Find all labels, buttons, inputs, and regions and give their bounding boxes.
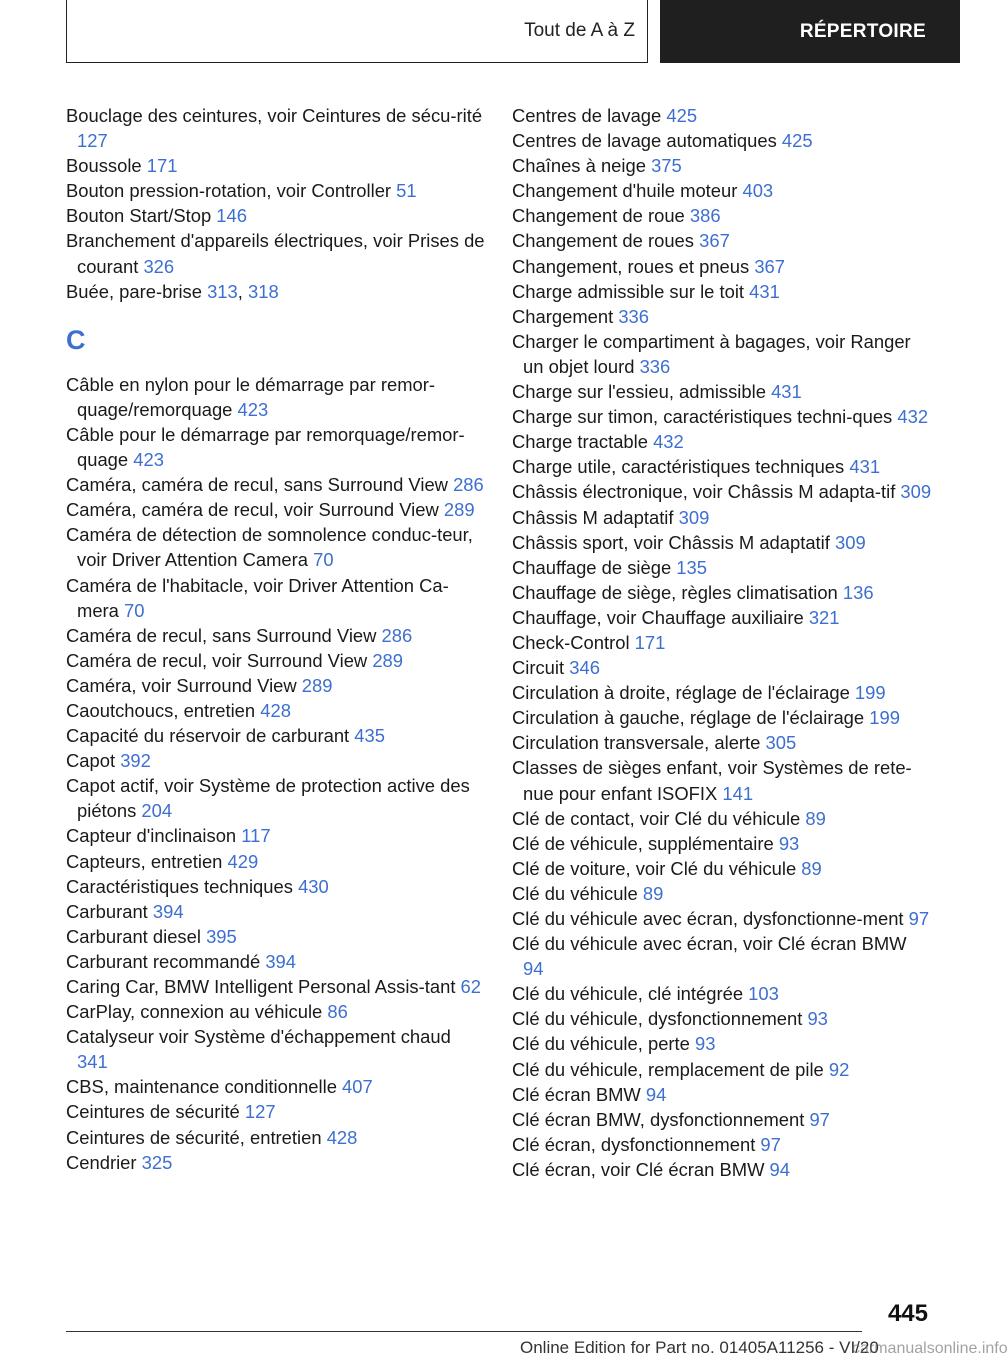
index-entry: [66, 949, 486, 974]
entry-text: Circulation à gauche, réglage de l'éclairage: [512, 707, 870, 729]
entry-text: Caméra de recul, sans Surround View: [66, 624, 382, 646]
watermark: carmanualsonline.info: [852, 1340, 1008, 1357]
index-entry: [66, 849, 486, 874]
page-reference-link[interactable]: 97: [760, 1133, 781, 1155]
index-entry: [512, 1132, 932, 1157]
entry-text: Clé écran BMW: [512, 1083, 646, 1105]
right-column: [512, 103, 932, 1182]
right-entries: [512, 103, 932, 1182]
index-entry: [66, 773, 486, 823]
index-entry: [512, 555, 932, 580]
entry-text: Caméra de l'habitacle, voir Driver Attention Ca‐mera: [66, 574, 449, 621]
page-reference-link[interactable]: 309: [834, 531, 866, 553]
page-reference-link[interactable]: 97: [809, 1108, 830, 1130]
entry-text: Clé écran, dysfonctionnement: [512, 1133, 761, 1155]
index-entry: [66, 203, 486, 228]
page-reference-link[interactable]: 93: [695, 1033, 716, 1055]
entry-text: Câble pour le démarrage par remorquage/remor‐quage: [66, 423, 465, 471]
page-reference-link[interactable]: 89: [801, 857, 822, 879]
index-entry: [512, 178, 932, 203]
page-reference-link[interactable]: 435: [354, 725, 385, 747]
entry-text: Chauffage de siège, règles climatisation: [512, 581, 843, 603]
page-reference-link[interactable]: 117: [241, 825, 271, 847]
entry-text: Caméra de recul, voir Surround View: [66, 649, 373, 671]
index-entry: [512, 279, 932, 304]
index-entry: [512, 454, 932, 479]
index-entry: [66, 372, 486, 422]
entry-text: Caoutchoucs, entretien: [66, 699, 261, 721]
page-reference-link[interactable]: 336: [618, 305, 649, 327]
entry-text: Carburant recommandé: [66, 950, 266, 972]
entry-text: Châssis électronique, voir Châssis M adapta‐tif: [512, 481, 901, 503]
entry-text: Caméra, caméra de recul, voir Surround View: [66, 499, 444, 521]
index-entry: [512, 630, 932, 655]
entry-text: Capacité du réservoir de carburant: [66, 725, 355, 747]
entry-text: Capteurs, entretien: [66, 850, 228, 872]
page-reference-link[interactable]: 171: [634, 631, 666, 653]
footer-divider: [66, 1331, 862, 1332]
index-entry: [66, 974, 486, 999]
index-entry: [66, 673, 486, 698]
page-reference-link[interactable]: 326: [143, 255, 175, 277]
entry-text: Clé du véhicule avec écran, voir Clé écran BMW: [512, 933, 907, 955]
entry-text: Changement de roues: [512, 230, 700, 252]
page-reference-link[interactable]: 423: [237, 398, 269, 420]
page-reference-link[interactable]: 321: [808, 606, 840, 628]
entry-text: Charge admissible sur le toit: [512, 280, 750, 302]
index-entry: [66, 497, 486, 522]
entry-text: Circulation à droite, réglage de l'éclairage: [512, 682, 855, 704]
page-number: 445: [887, 1300, 928, 1327]
entry-text: Chauffage de siège: [512, 556, 677, 578]
index-entry: [512, 429, 932, 454]
page-header: [0, 0, 960, 66]
page-reference-link[interactable]: 394: [265, 950, 297, 972]
page-reference-link[interactable]: 392: [120, 750, 151, 772]
index-entry: [66, 522, 486, 572]
index-entry: [512, 1006, 932, 1031]
index-entry: [66, 472, 486, 497]
index-entry: [512, 655, 932, 680]
index-entry: [512, 228, 932, 253]
index-entry: [66, 1150, 486, 1175]
index-entry: [512, 981, 932, 1006]
index-entry: [512, 379, 932, 404]
page-reference-link[interactable]: 97: [908, 908, 930, 929]
index-entry: [66, 823, 486, 848]
page-reference-link[interactable]: 325: [141, 1151, 173, 1173]
entry-text: Cendrier: [66, 1151, 142, 1173]
index-entry: [512, 254, 932, 279]
page-reference-link[interactable]: 103: [748, 983, 779, 1005]
index-entry: [66, 723, 486, 748]
index-entry: [512, 1107, 932, 1132]
index-entry: [66, 1125, 486, 1150]
index-entry: [512, 103, 932, 128]
page-reference-link[interactable]: 430: [298, 875, 329, 897]
entry-text: Boussole: [66, 155, 147, 177]
index-tab[interactable]: [660, 0, 960, 63]
index-entry: [66, 573, 486, 623]
entry-text: Chargement: [512, 305, 619, 327]
index-entry: [512, 806, 932, 831]
page-reference-link[interactable]: 395: [206, 925, 237, 947]
page-reference-link[interactable]: 425: [666, 105, 698, 126]
page-reference-link[interactable]: 318: [248, 280, 279, 302]
index-entry: [66, 899, 486, 924]
page-reference-link[interactable]: 94: [769, 1158, 791, 1180]
page-reference-link[interactable]: 309: [678, 506, 710, 528]
left-entries-before: [66, 103, 486, 304]
left-column: [66, 103, 486, 1175]
page-reference-link[interactable]: 94: [645, 1083, 667, 1105]
page-reference-link[interactable]: 199: [869, 707, 900, 729]
page-reference-link[interactable]: 425: [781, 130, 813, 152]
page-reference-link[interactable]: 407: [342, 1076, 373, 1098]
entry-text: Caméra, caméra de recul, sans Surround View: [66, 474, 454, 496]
page-reference-link[interactable]: 367: [754, 255, 785, 277]
index-entry: [512, 906, 932, 931]
page-reference-link[interactable]: 51: [396, 180, 417, 202]
index-entry: [512, 705, 932, 730]
index-entry: [66, 103, 486, 153]
page-reference-link[interactable]: 89: [642, 882, 664, 904]
index-entry: [66, 228, 486, 278]
index-entry: [512, 730, 932, 755]
entry-text: Capot actif, voir Système de protection active des piétons: [66, 775, 470, 822]
page-reference-link[interactable]: 86: [327, 1001, 348, 1023]
index-entry: [512, 530, 932, 555]
index-entry: [66, 1024, 486, 1074]
section-tab: [66, 0, 648, 63]
entry-text: Clé du véhicule, dysfonctionnement: [512, 1008, 808, 1030]
page-reference-link[interactable]: 403: [742, 180, 774, 202]
page-reference-link[interactable]: 346: [569, 657, 600, 679]
entry-text: Bouton pression-rotation, voir Controller: [66, 180, 397, 202]
page-reference-link[interactable]: 70: [313, 549, 334, 571]
page-reference-link[interactable]: 70: [124, 599, 145, 621]
entry-text: CBS, maintenance conditionnelle: [66, 1076, 343, 1098]
entry-text: Charge sur l'essieu, admissible: [512, 381, 772, 403]
entry-text: Clé du véhicule: [512, 882, 643, 904]
entry-text: Clé écran, voir Clé écran BMW: [512, 1158, 770, 1180]
entry-text: Clé de contact, voir Clé du véhicule: [512, 807, 806, 829]
entry-text: Câble en nylon pour le démarrage par remor‐quage/remorquage: [66, 373, 436, 420]
page-reference-link[interactable]: 341: [77, 1051, 108, 1073]
page-reference-link[interactable]: 394: [152, 900, 184, 922]
page-reference-link[interactable]: 62: [460, 976, 482, 997]
entry-text: Check-Control: [512, 631, 635, 653]
entry-text: Circuit: [512, 657, 570, 679]
page-reference-link[interactable]: 431: [771, 381, 802, 403]
page-reference-link[interactable]: 171: [146, 155, 178, 177]
index-entry: [512, 329, 932, 379]
left-entries-after: [66, 372, 486, 1175]
page-reference-link[interactable]: 289: [443, 499, 475, 521]
page-reference-link[interactable]: 93: [778, 832, 800, 854]
entry-text: Charge sur timon, caractéristiques techni‐ques: [512, 406, 898, 428]
entry-text: Carburant: [66, 900, 153, 922]
page-reference-link[interactable]: 135: [676, 556, 707, 578]
entry-text: Caméra de détection de somnolence conduc‐teur, voir Driver Attention Camera: [66, 524, 473, 571]
index-entry: [512, 505, 932, 530]
page-reference-link[interactable]: 309: [900, 481, 932, 503]
entry-text: Carburant diesel: [66, 925, 207, 947]
entry-text: Clé du véhicule, remplacement de pile: [512, 1058, 829, 1080]
index-entry: [512, 479, 932, 504]
page-reference-link[interactable]: 375: [651, 155, 682, 177]
page-reference-link[interactable]: 386: [689, 205, 721, 227]
index-entry: [66, 698, 486, 723]
page-reference-link[interactable]: 136: [842, 581, 874, 603]
page-reference-link[interactable]: 146: [216, 205, 247, 227]
index-entry: [512, 404, 932, 429]
index-entry: [512, 605, 932, 630]
index-entry: [512, 831, 932, 856]
entry-text: Changement d'huile moteur: [512, 180, 743, 202]
entry-text: Clé du véhicule avec écran, dysfonctionne‐ment: [512, 908, 909, 929]
page-reference-link[interactable]: 305: [765, 732, 797, 754]
page-reference-link[interactable]: 286: [381, 624, 413, 646]
page-reference-link[interactable]: 432: [897, 406, 929, 428]
index-entry: [66, 1099, 486, 1124]
index-entry: [512, 580, 932, 605]
index-entry: [512, 1082, 932, 1107]
section-letter: C: [66, 324, 86, 355]
entry-text: Bouclage des ceintures, voir Ceintures de sécu‐rité: [66, 105, 483, 126]
page-reference-link[interactable]: 93: [807, 1008, 828, 1030]
page-reference-link[interactable]: 431: [749, 280, 780, 302]
entry-text: Châssis sport, voir Châssis M adaptatif: [512, 531, 835, 553]
page-reference-link[interactable]: 204: [141, 800, 173, 822]
entry-text: Branchement d'appareils électriques, voir Prises de courant: [66, 230, 485, 277]
index-entry: [512, 304, 932, 329]
entry-text: Clé du véhicule, perte: [512, 1033, 695, 1055]
index-entry: [66, 874, 486, 899]
index-entry: [512, 755, 932, 805]
page-reference-link[interactable]: 199: [854, 682, 886, 704]
entry-text: Charge tractable: [512, 431, 654, 453]
page-reference-link[interactable]: 429: [227, 850, 259, 872]
page-reference-link[interactable]: 89: [805, 807, 826, 829]
entry-text: Caring Car, BMW Intelligent Personal Assis‐tant: [66, 976, 461, 997]
entry-text: Buée, pare-brise: [66, 280, 208, 302]
entry-text: Circulation transversale, alerte: [512, 732, 766, 754]
page-reference-link[interactable]: 92: [828, 1058, 850, 1080]
index-entry: [66, 153, 486, 178]
index-entry: [66, 422, 486, 472]
edition-text: Online Edition for Part no. 01405A11256 - VI/20: [520, 1338, 879, 1357]
entry-text: Capot: [66, 750, 121, 772]
entry-text: Caméra, voir Surround View: [66, 674, 302, 696]
index-entry: [66, 999, 486, 1024]
entry-text: Ceintures de sécurité: [66, 1101, 245, 1123]
entry-text: Ceintures de sécurité, entretien: [66, 1126, 327, 1148]
index-entry: [512, 128, 932, 153]
entry-text: Chaînes à neige: [512, 155, 652, 177]
entry-text: Changement de roue: [512, 205, 690, 227]
index-entry: [66, 1074, 486, 1099]
entry-text: Classes de sièges enfant, voir Systèmes de rete‐nue pour enfant ISOFIX: [512, 757, 912, 804]
index-tab-label: RÉPERTOIRE: [799, 20, 926, 42]
page-reference-link[interactable]: 428: [260, 699, 291, 721]
index-entry: [512, 931, 932, 981]
page-reference-link[interactable]: 286: [453, 474, 484, 496]
page-reference-link[interactable]: 423: [133, 449, 164, 471]
entry-text: Clé de véhicule, supplémentaire: [512, 832, 779, 854]
page-reference-link[interactable]: 289: [372, 649, 403, 671]
page-reference-link[interactable]: 428: [326, 1126, 358, 1148]
entry-text: Châssis M adaptatif: [512, 506, 679, 528]
index-entry: [512, 1157, 932, 1182]
entry-text: Clé écran BMW, dysfonctionnement: [512, 1108, 810, 1130]
page-reference-link[interactable]: 313: [207, 280, 238, 302]
entry-text: Centres de lavage: [512, 105, 667, 126]
page-reference-link[interactable]: 127: [244, 1101, 276, 1123]
entry-text: Catalyseur voir Système d'échappement chaud: [66, 1026, 451, 1048]
index-entry: [512, 881, 932, 906]
section-label: Tout de A à Z: [524, 20, 635, 41]
index-entry: Buée, pare-brise 313, 318: [66, 280, 279, 302]
entry-text: Centres de lavage automatiques: [512, 130, 782, 152]
page-reference-link[interactable]: 431: [849, 456, 881, 478]
index-entry: [512, 1057, 932, 1082]
entry-text: Changement, roues et pneus: [512, 255, 755, 277]
index-entry: [512, 153, 932, 178]
page-reference-link[interactable]: 94: [523, 958, 544, 980]
entry-text: Charger le compartiment à bagages, voir Ranger un objet lourd: [512, 330, 911, 377]
page-reference-link[interactable]: 289: [301, 674, 333, 696]
entry-text: Clé du véhicule, clé intégrée: [512, 983, 749, 1005]
entry-text: Chauffage, voir Chauffage auxiliaire: [512, 606, 809, 628]
index-entry: [66, 178, 486, 203]
index-entry: [66, 648, 486, 673]
index-entry: [66, 748, 486, 773]
entry-text: Clé de voiture, voir Clé du véhicule: [512, 857, 802, 879]
page-reference-link[interactable]: 141: [722, 782, 754, 804]
entry-text: Charge utile, caractéristiques techniques: [512, 456, 850, 478]
entry-text: Bouton Start/Stop: [66, 205, 217, 227]
page-reference-link[interactable]: 432: [653, 431, 684, 453]
index-entry: [66, 924, 486, 949]
page-reference-link[interactable]: 336: [639, 355, 671, 377]
index-entry: [512, 203, 932, 228]
index-entry: [512, 856, 932, 881]
entry-text: Caractéristiques techniques: [66, 875, 299, 897]
entry-text: CarPlay, connexion au véhicule: [66, 1001, 328, 1023]
page-reference-link[interactable]: 127: [77, 130, 108, 152]
index-entry: [66, 623, 486, 648]
page-reference-link[interactable]: 367: [699, 230, 730, 252]
index-entry: [512, 680, 932, 705]
index-entry: [512, 1031, 932, 1056]
entry-text: Capteur d'inclinaison: [66, 825, 242, 847]
